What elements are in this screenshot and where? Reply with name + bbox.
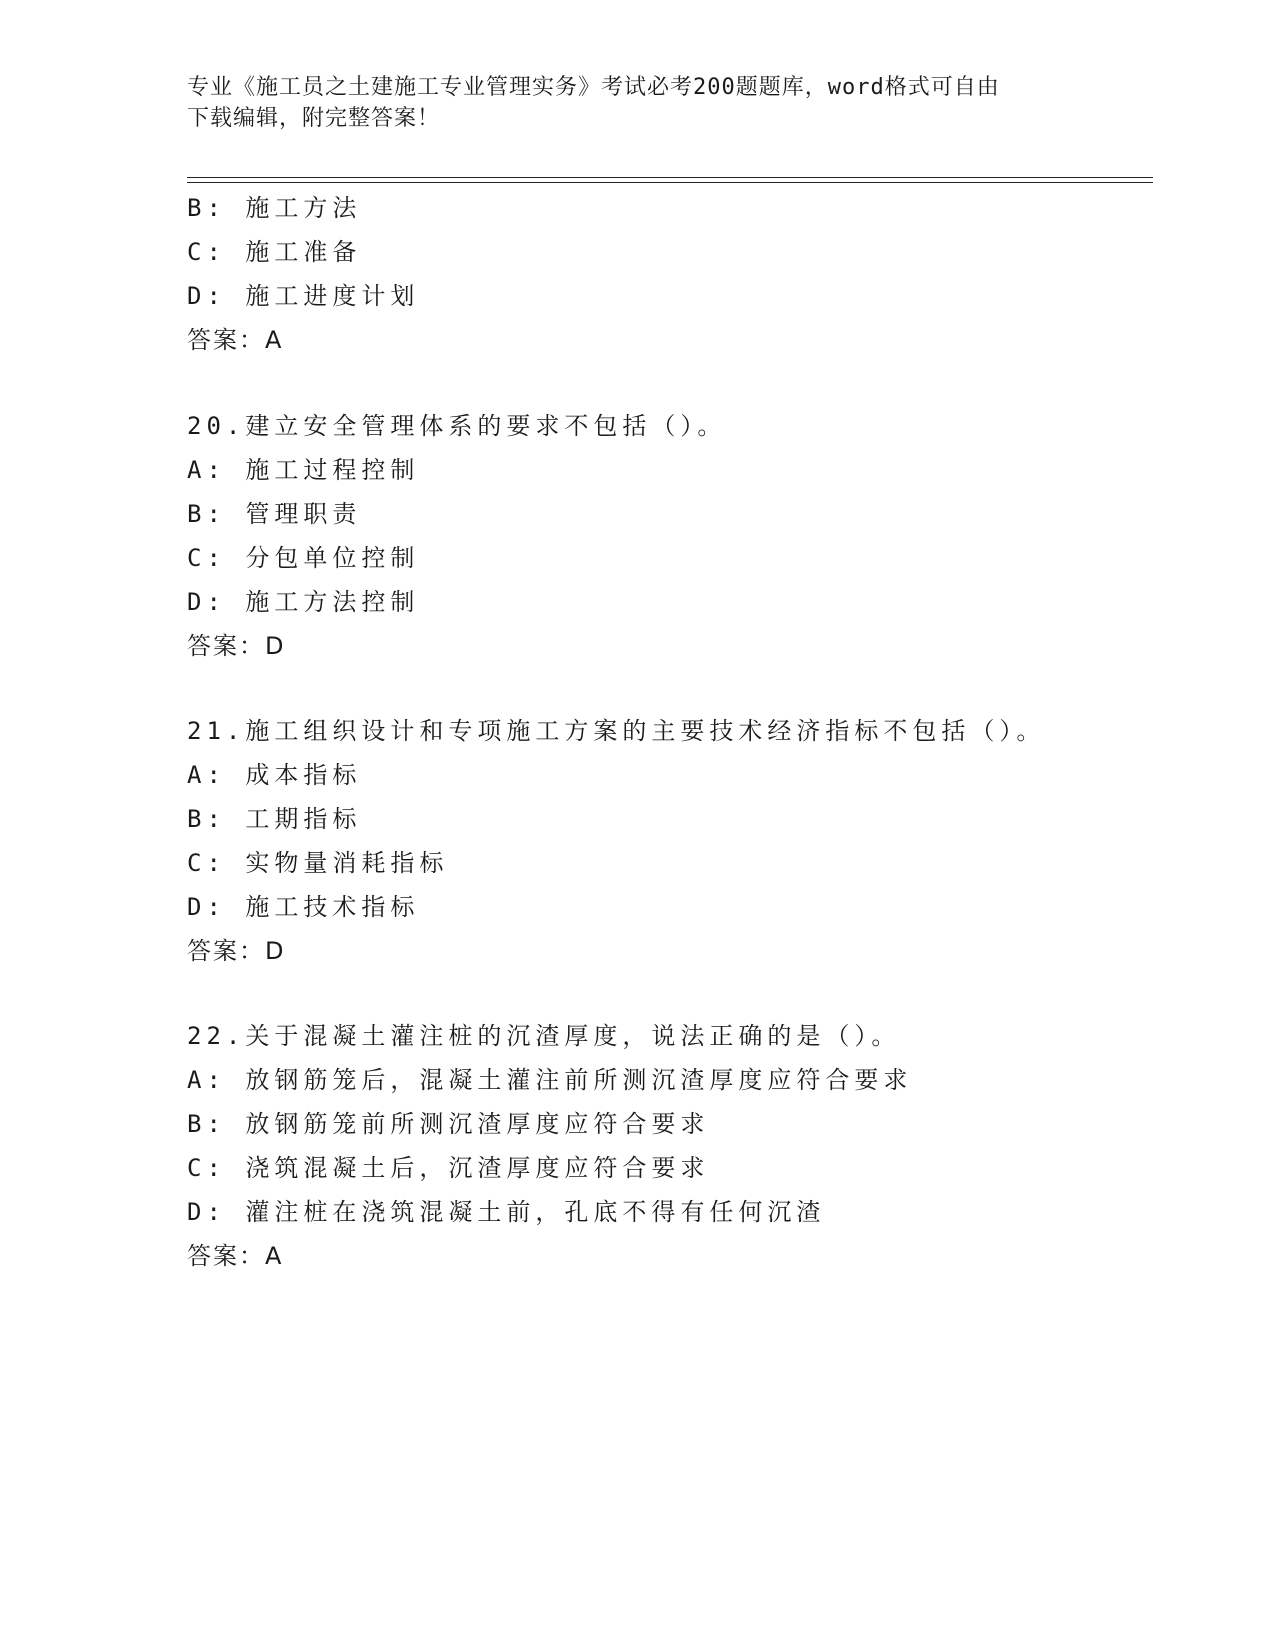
option-c: C: 实物量消耗指标 (187, 849, 449, 877)
question-stem: 20.建立安全管理体系的要求不包括（）。 (187, 412, 727, 440)
option-a: A: 成本指标 (187, 761, 362, 789)
option-a: A: 施工过程控制 (187, 456, 420, 484)
answer: 答案：D (187, 937, 286, 965)
option-b: B: 管理职责 (187, 500, 362, 528)
option-d: D: 施工技术指标 (187, 893, 420, 921)
header-line-2: 下载编辑，附完整答案！ (187, 106, 441, 131)
option-a: A: 放钢筋笼后，混凝土灌注前所测沉渣厚度应符合要求 (187, 1066, 913, 1094)
option-c: C: 分包单位控制 (187, 544, 420, 572)
option-b: B: 施工方法 (187, 194, 362, 222)
question-stem: 22.关于混凝土灌注桩的沉渣厚度，说法正确的是（）。 (187, 1022, 901, 1050)
answer: 答案：A (187, 1242, 284, 1270)
answer: 答案：A (187, 326, 284, 354)
question-stem: 21.施工组织设计和专项施工方案的主要技术经济指标不包括（）。 (187, 717, 1046, 745)
page-header (187, 72, 1067, 134)
option-b: B: 放钢筋笼前所测沉渣厚度应符合要求 (187, 1110, 710, 1138)
answer: 答案：D (187, 632, 286, 660)
option-d: D: 施工方法控制 (187, 588, 420, 616)
option-c: C: 施工准备 (187, 238, 362, 266)
header-line-1: 专业《施工员之土建施工专业管理实务》考试必考200题题库，word格式可自由 (187, 75, 1000, 100)
option-d: D: 施工进度计划 (187, 282, 420, 310)
option-b: B: 工期指标 (187, 805, 362, 833)
header-rule (187, 177, 1153, 183)
option-c: C: 浇筑混凝土后，沉渣厚度应符合要求 (187, 1154, 710, 1182)
option-d: D: 灌注桩在浇筑混凝土前，孔底不得有任何沉渣 (187, 1198, 826, 1226)
